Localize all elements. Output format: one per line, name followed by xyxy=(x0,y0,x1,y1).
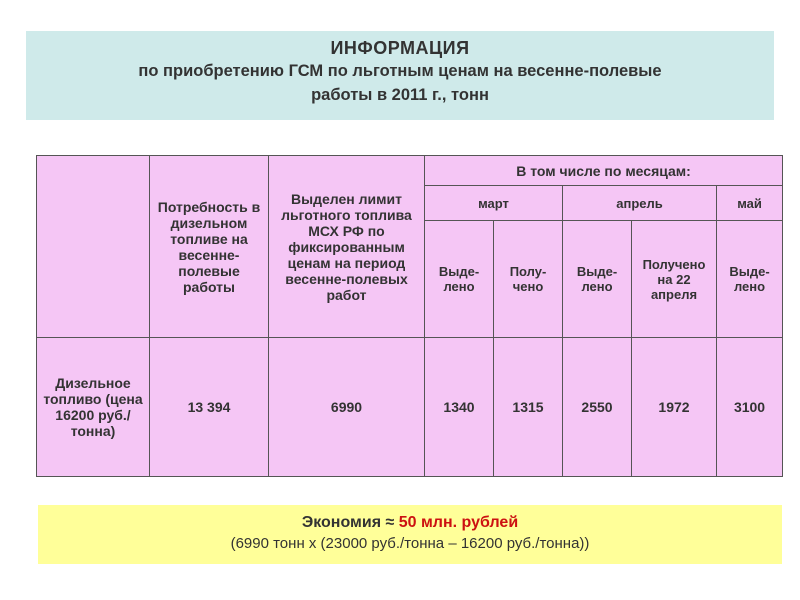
header-subtitle-line1: по приобретению ГСМ по льготным ценам на весенне-полевые xyxy=(138,62,662,80)
march-received-value: 1315 xyxy=(494,338,563,477)
row-label: Дизельное топливо (цена 16200 руб./тонна) xyxy=(37,338,150,477)
economy-label: Экономия ≈ xyxy=(301,514,395,531)
header-march-allocated: Выде-лено xyxy=(425,221,494,338)
limit-value: 6990 xyxy=(269,338,425,477)
march-allocated-value: 1340 xyxy=(425,338,494,477)
may-allocated-value: 3100 xyxy=(717,338,783,477)
header-months: В том числе по месяцам: xyxy=(425,156,783,186)
need-value: 13 394 xyxy=(150,338,269,477)
table-corner-cell xyxy=(37,156,150,338)
economy-box xyxy=(38,505,782,564)
header-limit: Выделен лимит льготного топлива МСХ РФ по фиксированным ценам на период весенне-полевых работ xyxy=(269,156,425,338)
header-month-april: апрель xyxy=(563,186,717,221)
april-allocated-value: 2550 xyxy=(563,338,632,477)
april-received-value: 1972 xyxy=(632,338,717,477)
header-subtitle-line2: работы в 2011 г., тонн xyxy=(311,86,489,104)
header-month-may: май xyxy=(717,186,783,221)
economy-formula: (6990 тонн х (23000 руб./тонна – 16200 руб./тонна)) xyxy=(230,535,590,552)
header-month-march: март xyxy=(425,186,563,221)
header-april-allocated: Выде-лено xyxy=(563,221,632,338)
info-header xyxy=(26,31,774,120)
fuel-table xyxy=(36,155,783,477)
header-march-received: Полу-чено xyxy=(494,221,563,338)
economy-line xyxy=(38,514,782,532)
header-need: Потребность в дизельном топливе на весенне-полевые работы xyxy=(150,156,269,338)
header-april-received: Получено на 22 апреля xyxy=(632,221,717,338)
table-row xyxy=(37,338,783,477)
economy-value: 50 млн. рублей xyxy=(398,514,519,531)
header-may-allocated: Выде-лено xyxy=(717,221,783,338)
header-title: ИНФОРМАЦИЯ xyxy=(330,38,470,58)
